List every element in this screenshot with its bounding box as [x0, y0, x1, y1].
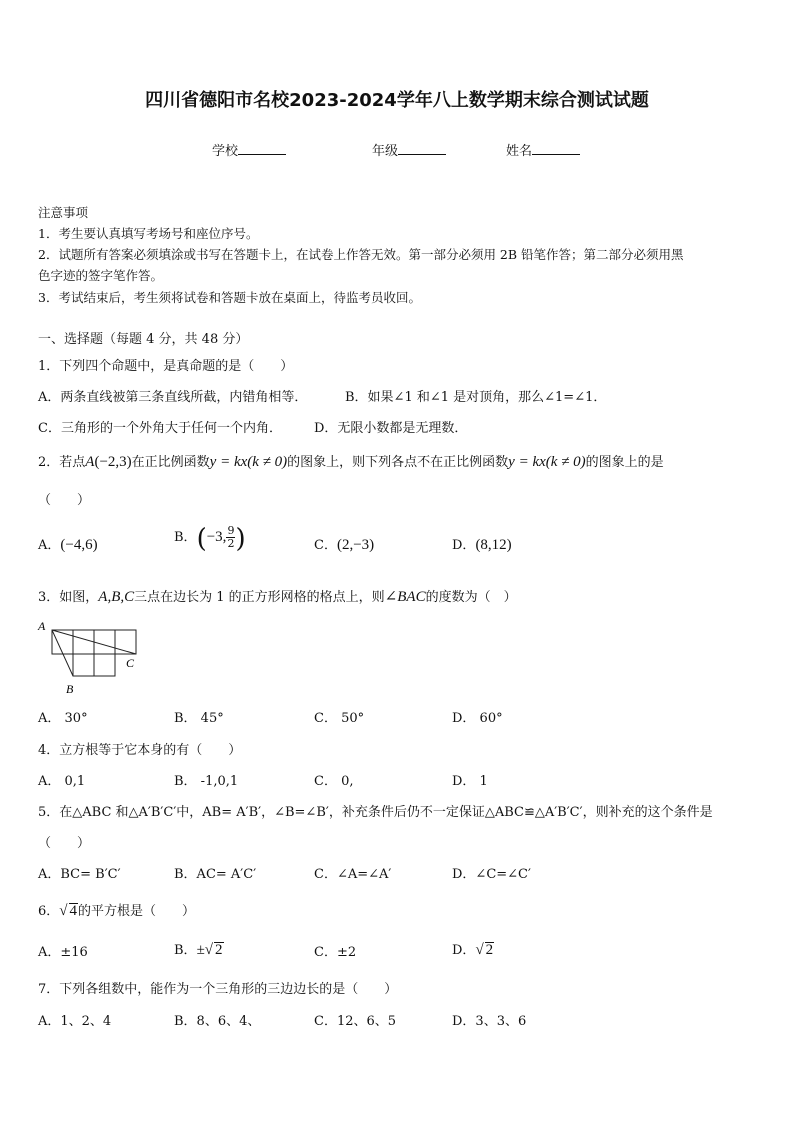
- sqrt-symbol: √: [59, 903, 68, 919]
- q2-function: y = kx(k ≠ 0): [508, 454, 586, 470]
- q2-stem: [38, 451, 664, 471]
- q6-text: 的平方根是（ ）: [78, 904, 196, 919]
- q7-option-b[interactable]: B．8、6、4、: [174, 1014, 261, 1029]
- name-field: [506, 140, 580, 159]
- q3-angle: ∠BAC: [384, 589, 426, 605]
- name-label: 姓名: [506, 144, 533, 159]
- sqrt-symbol: √: [475, 942, 484, 958]
- q3-stem: [38, 586, 517, 606]
- grade-field: [372, 140, 446, 159]
- school-label: 学校: [212, 144, 239, 159]
- q5-paren: （ ）: [38, 836, 91, 851]
- q7-stem: 7．下列各组数中，能作为一个三角形的三边边长的是（ ）: [38, 982, 398, 997]
- q2-function: y = kx(k ≠ 0): [209, 454, 288, 470]
- note-item: 色字迹的签字笔作答。: [38, 268, 164, 283]
- q5-option-a[interactable]: A．BC= B′C′: [38, 867, 121, 882]
- radicand: 2: [485, 942, 494, 958]
- q3-text: 的度数为（ ）: [425, 590, 517, 605]
- point-a-label: A: [38, 619, 46, 633]
- q2-option-c[interactable]: [314, 534, 374, 554]
- q2-option-a[interactable]: [38, 534, 98, 554]
- q6-text: 6．: [38, 904, 60, 919]
- q2-text: 2．若点: [38, 455, 86, 470]
- grade-label: 年级: [372, 144, 399, 159]
- q4-option-d[interactable]: D． 1: [452, 774, 488, 789]
- q3-option-b[interactable]: B． 45°: [174, 711, 224, 726]
- q7-option-d[interactable]: D．3、3、6: [452, 1014, 527, 1029]
- option-label: C．: [314, 538, 337, 553]
- q7-option-c[interactable]: C．12、6、5: [314, 1014, 397, 1029]
- q3-grid-figure: [36, 616, 146, 696]
- q2-text: 在正比例函数: [131, 455, 210, 470]
- option-value: (2,−3): [336, 537, 375, 553]
- q2-option-d[interactable]: [452, 534, 512, 554]
- q3-option-c[interactable]: C． 50°: [314, 711, 365, 726]
- radicand: 4: [69, 903, 78, 919]
- q5-option-c[interactable]: C．∠A=∠A′: [314, 867, 392, 882]
- section-heading: 一、选择题（每题 4 分，共 48 分）: [38, 332, 249, 347]
- q2-text: 的图象上的是: [585, 455, 664, 470]
- q3-text: 三点在边长为 1 的正方形网格的格点上，则: [134, 590, 385, 605]
- q1-option-d[interactable]: D．无限小数都是无理数．: [314, 421, 468, 436]
- q1-stem: 1．下列四个命题中，是真命题的是（ ）: [38, 359, 294, 374]
- note-item: 3．考试结束后，考生须将试卷和答题卡放在桌面上，待监考员收回。: [38, 290, 421, 305]
- denominator: 2: [227, 537, 235, 550]
- point-b-label: B: [66, 682, 74, 696]
- option-label: B．: [174, 530, 197, 545]
- point-c-label: C: [126, 656, 135, 670]
- option-label: D．: [452, 943, 476, 958]
- school-field: [212, 140, 286, 159]
- option-label: B．: [174, 943, 197, 958]
- plus-minus: ±: [196, 942, 205, 958]
- grade-blank[interactable]: [398, 142, 446, 155]
- option-label: A．: [38, 538, 61, 553]
- q5-option-d[interactable]: D．∠C=∠C′: [452, 867, 531, 882]
- q4-stem: 4．立方根等于它本身的有（ ）: [38, 743, 242, 758]
- numerator: 9: [227, 524, 235, 537]
- q5-stem: 5．在△ABC 和△A′B′C′中，AB= A′B′，∠B=∠B′，补充条件后仍不一定保证△ABC≌△A′B′C′，则补充的这个条件是: [38, 805, 713, 820]
- option-label: D．: [452, 538, 476, 553]
- radicand: 2: [215, 942, 223, 958]
- q6-option-a[interactable]: A．±16: [38, 945, 88, 960]
- q1-option-a[interactable]: A．两条直线被第三条直线所截，内错角相等．: [38, 390, 308, 405]
- option-value: −3,: [206, 529, 227, 545]
- notes-heading: 注意事项: [38, 205, 89, 220]
- q2-paren: （ ）: [38, 493, 91, 508]
- q2-option-b[interactable]: B．(−3, $\frac{9}{2}$ ): [174, 524, 246, 554]
- q1-option-c[interactable]: C．三角形的一个外角大于任何一个内角．: [38, 421, 282, 436]
- q7-option-a[interactable]: A．1、2、4: [38, 1014, 112, 1029]
- name-blank[interactable]: [532, 142, 580, 155]
- q4-option-a[interactable]: A． 0,1: [38, 774, 86, 789]
- q4-option-c[interactable]: C． 0,: [314, 774, 354, 789]
- q6-option-c[interactable]: C．±2: [314, 945, 357, 960]
- q3-option-a[interactable]: A． 30°: [38, 711, 88, 726]
- q2-point-coord: (−2,3): [94, 454, 132, 470]
- school-blank[interactable]: [238, 142, 286, 155]
- q1-option-b[interactable]: B．如果∠1 和∠1 是对顶角，那么∠1=∠1．: [345, 390, 607, 405]
- q6-option-d[interactable]: [452, 939, 494, 959]
- option-value: (8,12): [475, 537, 512, 553]
- page-title: 四川省德阳市名校2023-2024学年八上数学期末综合测试试题: [145, 90, 649, 111]
- note-item: 1．考生要认真填写考场号和座位序号。: [38, 226, 259, 241]
- option-value: (−4,6): [60, 537, 98, 553]
- q4-option-b[interactable]: B． -1,0,1: [174, 774, 239, 789]
- q3-option-d[interactable]: D． 60°: [452, 711, 503, 726]
- q5-option-b[interactable]: B．AC= A′C′: [174, 867, 257, 882]
- q6-stem: [38, 900, 195, 920]
- q2-point-label: A: [85, 454, 95, 470]
- note-item: 2．试题所有答案必须填涂或书写在答题卡上，在试卷上作答无效。第一部分必须用 2B 铅笔作答；第二部分必须用黑: [38, 247, 684, 262]
- q6-option-b[interactable]: [174, 939, 224, 959]
- sqrt-symbol: √: [204, 942, 214, 958]
- q2-text: 的图象上，则下列各点不在正比例函数: [287, 455, 509, 470]
- segment-ab: [52, 630, 73, 676]
- q3-points: A,B,C: [98, 589, 135, 605]
- q3-text: 3．如图，: [38, 590, 99, 605]
